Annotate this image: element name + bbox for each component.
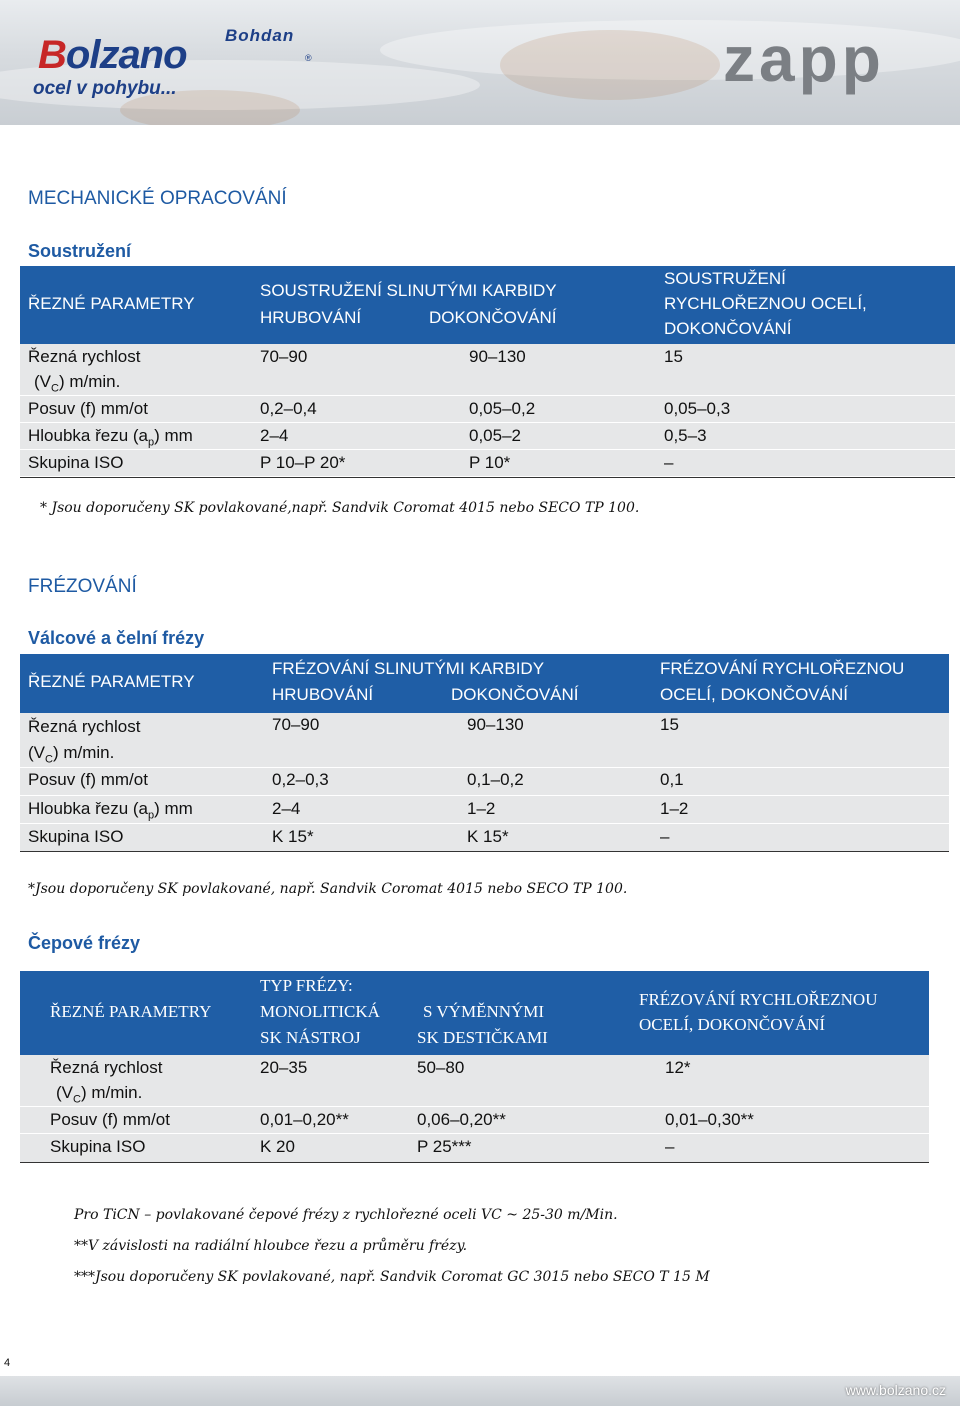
cell-feed-mono: 0,01–0,20** xyxy=(260,1110,349,1129)
row-divider xyxy=(20,1106,929,1107)
logo-registered-mark: ® xyxy=(305,53,312,63)
cell-depth-hss: 1–2 xyxy=(660,799,689,818)
row-divider xyxy=(20,795,949,796)
footnote-milling: *Jsou doporučeny SK povlakované, např. Sandvik Coromat 4015 nebo SECO TP 100. xyxy=(28,881,628,897)
cell-speed-mono: 20–35 xyxy=(260,1058,308,1077)
table-bottom-rule xyxy=(20,477,955,478)
cell-feed-hss: 0,01–0,30** xyxy=(665,1110,754,1129)
row-speed-label: Řezná rychlost xyxy=(50,1058,163,1077)
logo-zapp: zapp xyxy=(723,23,885,95)
cell-speed-repl: 50–80 xyxy=(417,1058,465,1077)
subtitle-end-mills: Čepové frézy xyxy=(28,933,141,953)
header-finishing: DOKONČOVÁNÍ xyxy=(429,308,557,327)
row-divider xyxy=(20,1133,929,1134)
cell-depth-rough: 2–4 xyxy=(260,426,289,445)
header-mono-2: SK NÁSTROJ xyxy=(260,1028,361,1047)
cell-depth-hss: 0,5–3 xyxy=(664,426,707,445)
row-feed-label: Posuv (f) mm/ot xyxy=(28,399,148,418)
page-number: 4 xyxy=(4,1357,11,1369)
footnote-endmills-3: ***Jsou doporučeny SK povlakované, např. Sandvik Coromat GC 3015 nebo SECO T 15 M xyxy=(74,1269,710,1285)
header-roughing: HRUBOVÁNÍ xyxy=(260,308,362,327)
footer-website-link[interactable]: www.bolzano.cz xyxy=(845,1382,946,1398)
header-hss-3: DOKONČOVÁNÍ xyxy=(664,319,792,338)
row-divider xyxy=(20,395,955,396)
header-hss-1: FRÉZOVÁNÍ RYCHLOŘEZNOU xyxy=(660,659,905,678)
logo-bolzano xyxy=(38,33,187,78)
cell-feed-repl: 0,06–0,20** xyxy=(417,1110,506,1129)
cell-speed-rough: 70–90 xyxy=(272,715,320,734)
header-carbide: SOUSTRUŽENÍ SLINUTÝMI KARBIDY xyxy=(260,281,557,300)
row-speed-label: Řezná rychlost xyxy=(28,347,141,366)
section-title-machining: MECHANICKÉ OPRACOVÁNÍ xyxy=(28,188,287,209)
header-repl-2: SK DESTIČKAMI xyxy=(417,1028,548,1047)
cell-feed-rough: 0,2–0,3 xyxy=(272,770,329,789)
cell-iso-hss: – xyxy=(665,1137,675,1156)
header-type: TYP FRÉZY: xyxy=(260,976,353,995)
cell-feed-hss: 0,05–0,3 xyxy=(664,399,731,418)
page-footer-banner xyxy=(0,1376,960,1406)
logo-bohdan: Bohdan xyxy=(225,26,295,45)
cell-iso-repl: P 25*** xyxy=(417,1137,472,1156)
header-param: ŘEZNÉ PARAMETRY xyxy=(50,1002,212,1021)
row-feed-label: Posuv (f) mm/ot xyxy=(28,770,148,789)
row-depth-label: Hloubka řezu $(a_p)$ mm xyxy=(28,799,193,822)
cell-feed-hss: 0,1 xyxy=(660,770,684,789)
row-feed-label: Posuv (f) mm/ot xyxy=(50,1110,170,1129)
header-hss-2: OCELÍ, DOKONČOVÁNÍ xyxy=(660,685,848,704)
cell-iso-hss: – xyxy=(660,827,670,846)
header-hss-1: SOUSTRUŽENÍ xyxy=(664,269,786,288)
logo-bolzano-initial: B xyxy=(38,33,66,77)
cell-speed-hss: 12* xyxy=(665,1058,691,1077)
cell-speed-hss: 15 xyxy=(664,347,683,366)
cell-iso-rough: P 10–P 20* xyxy=(260,453,346,472)
header-repl-1: S VÝMĚNNÝMI xyxy=(423,1002,545,1021)
row-depth-label: Hloubka řezu $(a_p)$ mm xyxy=(28,426,193,449)
header-param: ŘEZNÉ PARAMETRY xyxy=(28,672,195,691)
cell-depth-finish: 1–2 xyxy=(467,799,496,818)
row-speed-unit: $(V_C)$ m/min. xyxy=(28,743,115,766)
row-iso-label: Skupina ISO xyxy=(28,453,124,472)
row-iso-label: Skupina ISO xyxy=(28,827,124,846)
header-mono-1: MONOLITICKÁ xyxy=(260,1002,380,1021)
cell-speed-hss: 15 xyxy=(660,715,679,734)
cell-depth-rough: 2–4 xyxy=(272,799,301,818)
cell-feed-rough: 0,2–0,4 xyxy=(260,399,317,418)
cell-feed-finish: 0,05–0,2 xyxy=(469,399,536,418)
cell-iso-finish: K 15* xyxy=(467,827,509,846)
subtitle-turning: Soustružení xyxy=(28,241,132,261)
cell-iso-hss: – xyxy=(664,453,674,472)
cell-iso-mono: K 20 xyxy=(260,1137,295,1156)
tagline: ocel v pohybu... xyxy=(33,78,177,99)
header-roughing: HRUBOVÁNÍ xyxy=(272,685,374,704)
row-speed-unit: $(V_C)$ m/min. xyxy=(56,1083,143,1106)
row-iso-label: Skupina ISO xyxy=(50,1137,146,1156)
cell-feed-finish: 0,1–0,2 xyxy=(467,770,524,789)
header-hss-1: FRÉZOVÁNÍ RYCHLOŘEZNOU xyxy=(639,990,878,1009)
header-hss-2: OCELÍ, DOKONČOVÁNÍ xyxy=(639,1015,826,1034)
cell-depth-finish: 0,05–2 xyxy=(469,426,521,445)
header-finishing: DOKONČOVÁNÍ xyxy=(451,685,579,704)
row-divider xyxy=(20,422,955,423)
footnote-endmills-2: **V závislosti na radiální hloubce řezu a průměru frézy. xyxy=(74,1238,468,1254)
table-bottom-rule xyxy=(20,1162,929,1163)
cell-speed-finish: 90–130 xyxy=(469,347,526,366)
header-param: ŘEZNÉ PARAMETRY xyxy=(28,294,195,313)
table-bottom-rule xyxy=(20,851,949,852)
logo-bolzano-rest: olzano xyxy=(65,33,187,77)
section-title-milling: FRÉZOVÁNÍ xyxy=(28,576,137,597)
subtitle-cylindrical-face-mills: Válcové a čelní frézy xyxy=(28,628,205,648)
header-carbide: FRÉZOVÁNÍ SLINUTÝMI KARBIDY xyxy=(272,659,545,678)
row-speed-unit: $(V_C)$ m/min. xyxy=(34,372,121,395)
cell-iso-rough: K 15* xyxy=(272,827,314,846)
cell-speed-rough: 70–90 xyxy=(260,347,308,366)
footnote-turning: * Jsou doporučeny SK povlakované,např. Sandvik Coromat 4015 nebo SECO TP 100. xyxy=(40,500,640,516)
cell-speed-finish: 90–130 xyxy=(467,715,524,734)
row-speed-label: Řezná rychlost xyxy=(28,717,141,736)
header-hss-2: RYCHLOŘEZNOU OCELÍ, xyxy=(664,294,867,313)
footnote-endmills-1: Pro TiCN – povlakované čepové frézy z rychlořezné oceli VC ~ 25-30 m/Min. xyxy=(74,1207,618,1223)
cell-iso-finish: P 10* xyxy=(469,453,511,472)
